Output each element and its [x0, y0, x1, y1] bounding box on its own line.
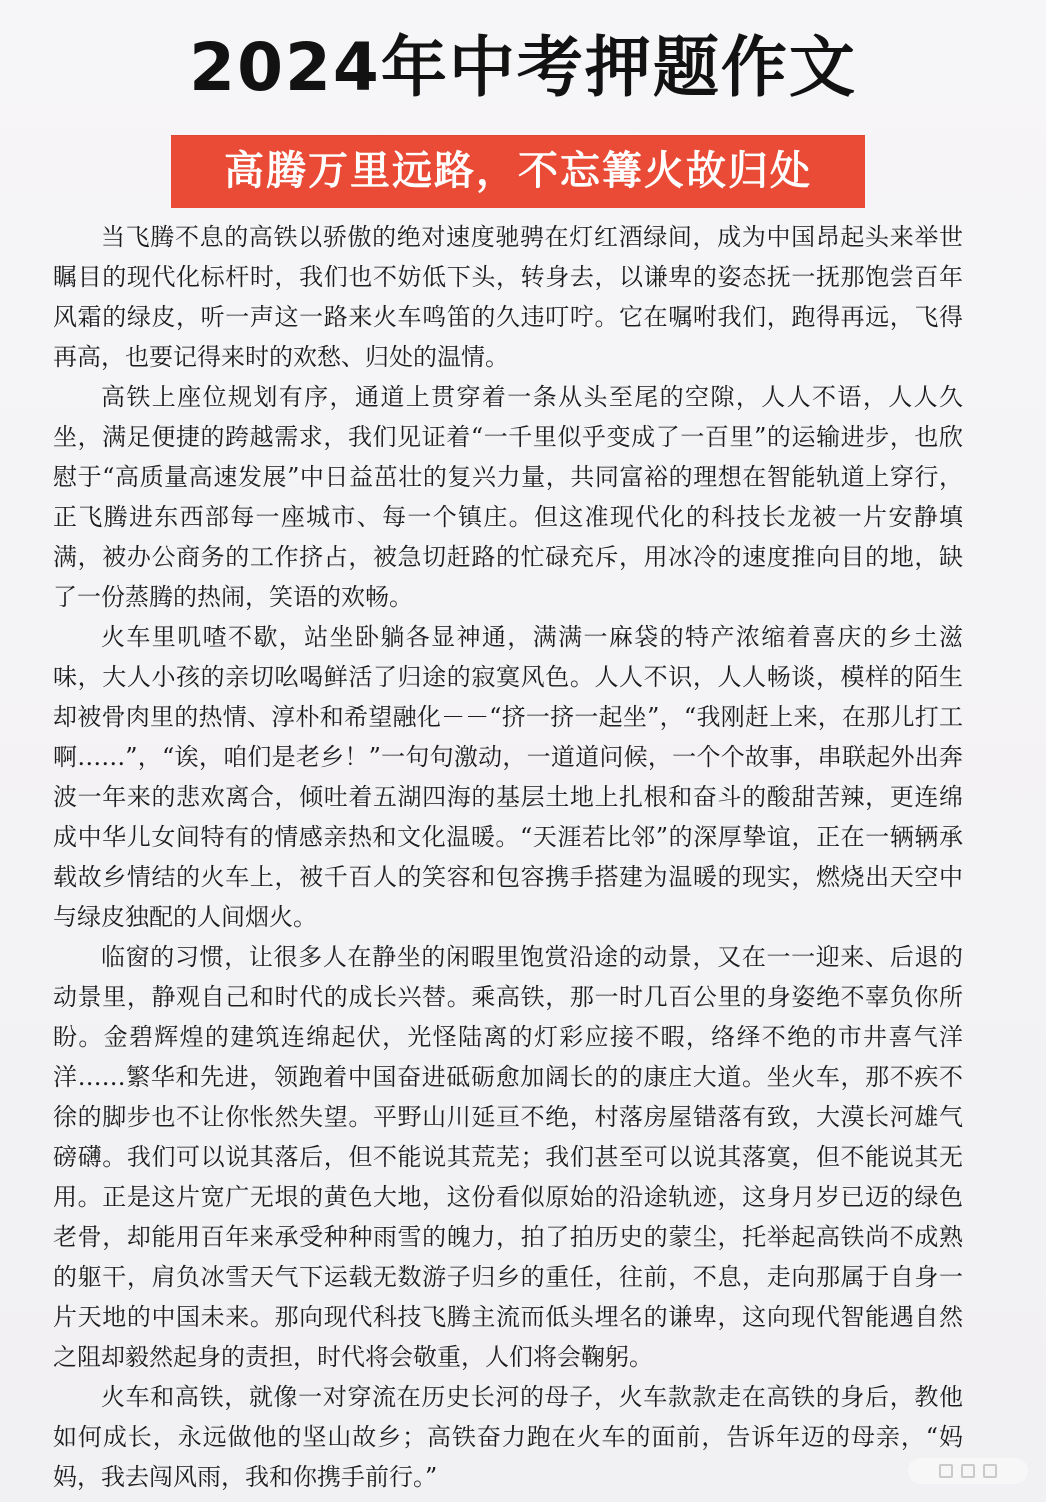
essay-body [53, 217, 963, 1497]
subtitle-banner [171, 135, 865, 208]
square-icon [983, 1464, 997, 1478]
subtitle-text: 高腾万里远路，不忘篝火故归处 [224, 148, 812, 194]
square-icon [961, 1464, 975, 1478]
document-title: 2024年中考押题作文 [189, 29, 857, 106]
essay-paragraph: 当飞腾不息的高铁以骄傲的绝对速度驰骋在灯红酒绿间，成为中国昂起头来举世瞩目的现代化标杆时，我们也不妨低下头，转身去，以谦卑的姿态抚一抚那饱尝百年风霜的绿皮，听一声这一路来火车鸣笛的久违叮咛。它在嘱咐我们，跑得再远，飞得再高，也要记得来时的欢愁、归处的温情。 [53, 223, 963, 371]
essay-paragraph: 火车里叽喳不歇，站坐卧躺各显神通，满满一麻袋的特产浓缩着喜庆的乡土滋味，大人小孩的亲切吆喝鲜活了归途的寂寞风色。人人不识，人人畅谈，模样的陌生却被骨肉里的热情、淳朴和希望融化－－“挤一挤一起坐”，“我刚赶上来，在那儿打工啊……”，“诶，咱们是老乡！”一句句激动，一道道问候，一个个故事，串联起外出奔波一年来的悲欢离合，倾吐着五湖四海的基层土地上扎根和奋斗的酸甜苦辣，更连绵成中华儿女间特有的情感亲热和文化温暖。“天涯若比邻”的深厚挚谊，正在一辆辆承载故乡情结的火车上，被千百人的笑容和包容携手搭建为温暖的现实，燃烧出天空中与绿皮独配的人间烟火。 [53, 623, 963, 931]
square-icon [939, 1464, 953, 1478]
essay-paragraph: 火车和高铁，就像一对穿流在历史长河的母子，火车款款走在高铁的身后，教他如何成长，永远做他的坚山故乡；高铁奋力跑在火车的面前，告诉年迈的母亲，“妈妈，我去闯风雨，我和你携手前行。” [53, 1383, 963, 1491]
essay-paragraph: 临窗的习惯，让很多人在静坐的闲暇里饱赏沿途的动景，又在一一迎来、后退的动景里，静观自己和时代的成长兴替。乘高铁，那一时几百公里的身姿绝不辜负你所盼。金碧辉煌的建筑连绵起伏，光怪陆离的灯彩应接不暇，络绎不绝的市井喜气洋洋……繁华和先进，领跑着中国奋进砥砺愈加阔长的的康庄大道。坐火车，那不疾不徐的脚步也不让你怅然失望。平野山川延亘不绝，村落房屋错落有致，大漠长河雄气磅礴。我们可以说其落后，但不能说其荒芜；我们甚至可以说其落寞，但不能说其无用。正是这片宽广无垠的黄色大地，这份看似原始的沿途轨迹，这身月岁已迈的绿色老骨，却能用百年来承受种种雨雪的魄力，拍了拍历史的蒙尘，托举起高铁尚不成熟的躯干，肩负冰雪天气下运载无数游子归乡的重任，往前，不息，走向那属于自身一片天地的中国未来。那向现代科技飞腾主流而低头埋名的谦卑，这向现代智能遇自然之阻却毅然起身的责担，时代将会敬重，人们将会鞠躬。 [53, 943, 963, 1371]
essay-paragraph: 高铁上座位规划有序，通道上贯穿着一条从头至尾的空隙，人人不语，人人久坐，满足便捷的跨越需求，我们见证着“一千里似乎变成了一百里”的运输进步，也欣慰于“高质量高速发展”中日益茁壮的复兴力量，共同富裕的理想在智能轨道上穿行，正飞腾进东西部每一座城市、每一个镇庄。但这准现代化的科技长龙被一片安静填满，被办公商务的工作挤占，被急切赶路的忙碌充斥，用冰冷的速度推向目的地，缺了一份蒸腾的热闹，笑语的欢畅。 [53, 383, 963, 611]
watermark-badge [908, 1458, 1028, 1484]
